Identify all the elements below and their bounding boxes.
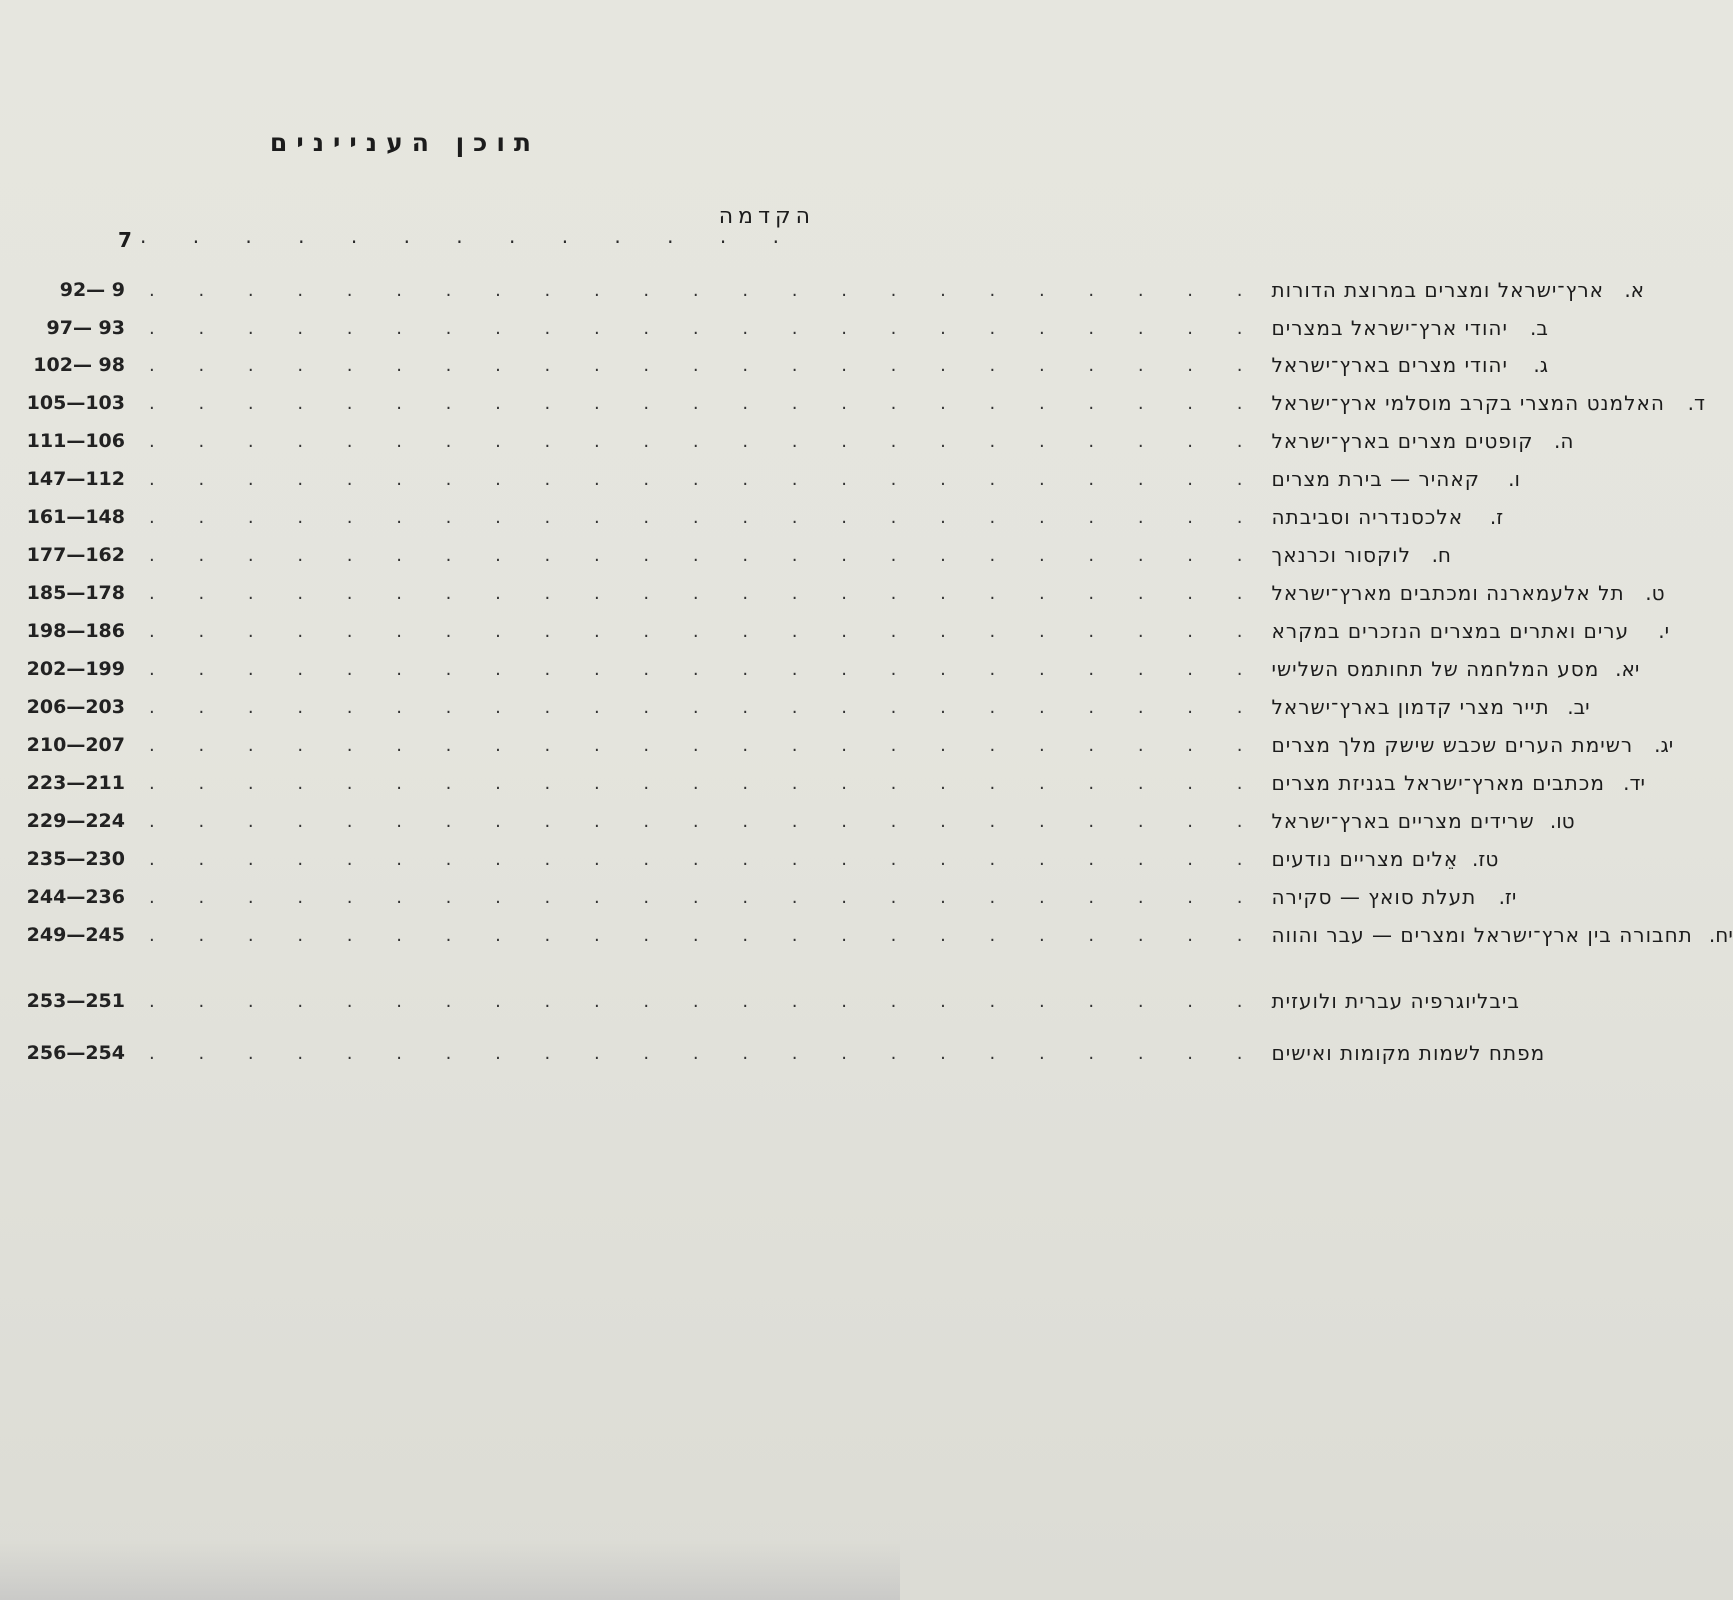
toc-title: לוקסור וכרנאך xyxy=(1271,543,1411,567)
toc-title: תל אלעמארנה ומכתבים מארץ־ישראל xyxy=(1271,581,1625,605)
toc-title: שרידים מצריים בארץ־ישראל xyxy=(1271,809,1535,833)
toc-row xyxy=(10,917,1733,953)
toc-title: יהודי מצרים בארץ־ישראל xyxy=(1271,353,1508,377)
toc-pages: 97— 93 xyxy=(46,317,125,339)
toc-leader-dots: . . . . . . . . . . . . . . . . . . . . . . . xyxy=(149,620,1262,642)
toc-row xyxy=(10,575,1665,611)
toc-row xyxy=(10,841,1499,877)
toc-title: ערים ואתרים במצרים הנזכרים במקרא xyxy=(1271,619,1630,643)
toc-pages: 105—103 xyxy=(26,392,125,414)
toc-pages: 223—211 xyxy=(26,772,125,794)
toc-leader-dots: . . . . . . . . . . . . . . . . . . . . . . . xyxy=(149,848,1262,870)
toc-row xyxy=(10,983,1520,1019)
toc-title: אֵלים מצריים נודעים xyxy=(1271,847,1459,871)
toc-row xyxy=(10,423,1574,459)
toc-pages: 185—178 xyxy=(26,582,125,604)
toc-leader-dots: . . . . . . . . . . . . . . . . . . . . . . . xyxy=(149,658,1262,680)
toc-letter: ו. xyxy=(1508,467,1520,491)
toc-leader-dots: . . . . . . . . . . . . . . . . . . . . . . . xyxy=(149,990,1262,1012)
toc-leader-dots: . . . . . . . . . . . . . . . . . . . . . . . xyxy=(149,810,1262,832)
toc-title: תחבורה בין ארץ־ישראל ומצרים — עבר והווה xyxy=(1271,923,1693,947)
toc-letter: י. xyxy=(1658,619,1670,643)
page-title: תוכן העניינים xyxy=(269,128,540,157)
toc-letter: ה. xyxy=(1553,429,1574,453)
toc-leader-dots: . . . . . . . . . . . . . . . . . . . . . . . xyxy=(149,392,1262,414)
toc-pages: 161—148 xyxy=(26,506,125,528)
toc-row xyxy=(10,499,1504,535)
toc-pages: 147—112 xyxy=(26,468,125,490)
toc-leader-dots: . . . . . . . . . . . . . . . . . . . . . . . xyxy=(149,468,1262,490)
toc-letter: ח. xyxy=(1431,543,1451,567)
intro-page-number: 7 xyxy=(118,228,132,252)
toc-pages: 198—186 xyxy=(26,620,125,642)
toc-row xyxy=(10,727,1674,763)
toc-title: קאהיר — בירת מצרים xyxy=(1271,467,1480,491)
toc-pages: 210—207 xyxy=(26,734,125,756)
toc-letter: ז. xyxy=(1489,505,1504,529)
toc-letter: טז. xyxy=(1472,847,1499,871)
toc-title: תעלת סואץ — סקירה xyxy=(1271,885,1477,909)
toc-row xyxy=(10,461,1520,497)
toc-row xyxy=(10,310,1548,346)
toc-title: יהודי ארץ־ישראל במצרים xyxy=(1271,316,1508,340)
intro-leader-dots: . . . . . . . . . . . . . xyxy=(140,224,799,248)
toc-letter: יב. xyxy=(1567,695,1590,719)
toc-row xyxy=(10,1035,1546,1071)
toc-leader-dots: . . . . . . . . . . . . . . . . . . . . . . . xyxy=(149,582,1262,604)
toc-row xyxy=(10,272,1645,308)
toc-pages: 253—251 xyxy=(26,990,125,1012)
toc-pages: 244—236 xyxy=(26,886,125,908)
toc-leader-dots: . . . . . . . . . . . . . . . . . . . . . . . xyxy=(149,544,1262,566)
toc-title: ארץ־ישראל ומצרים במרוצת הדורות xyxy=(1271,278,1605,302)
toc-leader-dots: . . . . . . . . . . . . . . . . . . . . . . . xyxy=(149,317,1262,339)
toc-letter: ב. xyxy=(1530,316,1548,340)
intro-label: הקדמה xyxy=(718,204,815,229)
toc-leader-dots: . . . . . . . . . . . . . . . . . . . . . . . xyxy=(149,772,1262,794)
toc-leader-dots: . . . . . . . . . . . . . . . . . . . . . . . xyxy=(149,924,1262,946)
toc-letter: א. xyxy=(1624,278,1645,302)
toc-pages: 111—106 xyxy=(26,430,125,452)
toc-pages: 256—254 xyxy=(26,1042,125,1064)
toc-title: תייר מצרי קדמון בארץ־ישראל xyxy=(1271,695,1550,719)
toc-pages: 92— 9 xyxy=(59,279,125,301)
toc-letter: טו. xyxy=(1549,809,1575,833)
toc-title: ביבליוגרפיה עברית ולועזית xyxy=(1271,989,1520,1013)
toc-title: מסע המלחמה של תחותמס השלישי xyxy=(1271,657,1600,681)
toc-leader-dots: . . . . . . . . . . . . . . . . . . . . . . . xyxy=(149,696,1262,718)
toc-leader-dots: . . . . . . . . . . . . . . . . . . . . . . . xyxy=(149,279,1262,301)
toc-row xyxy=(10,765,1645,801)
toc-letter: יח. xyxy=(1708,923,1733,947)
toc-title: אלכסנדריה וסביבתה xyxy=(1271,505,1464,529)
toc-leader-dots: . . . . . . . . . . . . . . . . . . . . . . . xyxy=(149,1042,1262,1064)
toc-row xyxy=(10,689,1590,725)
toc-letter: יא. xyxy=(1615,657,1640,681)
toc-row xyxy=(10,803,1575,839)
toc-pages: 202—199 xyxy=(26,658,125,680)
toc-row xyxy=(10,651,1640,687)
toc-letter: יד. xyxy=(1623,771,1645,795)
toc-row xyxy=(10,537,1451,573)
toc-title: מכתבים מארץ־ישראל בגניזת מצרים xyxy=(1271,771,1605,795)
toc-letter: ט. xyxy=(1645,581,1665,605)
toc-pages: 249—245 xyxy=(26,924,125,946)
toc-title: רשימת הערים שכבש שישק מלך מצרים xyxy=(1271,733,1634,757)
toc-pages: 177—162 xyxy=(26,544,125,566)
toc-pages: 229—224 xyxy=(26,810,125,832)
toc-row xyxy=(10,613,1670,649)
toc-leader-dots: . . . . . . . . . . . . . . . . . . . . . . . xyxy=(149,430,1262,452)
toc-letter: ד. xyxy=(1687,391,1705,415)
toc-title: מפתח לשמות מקומות ואישים xyxy=(1271,1041,1546,1065)
toc-row xyxy=(10,347,1548,383)
toc-row xyxy=(10,879,1517,915)
toc-leader-dots: . . . . . . . . . . . . . . . . . . . . . . . xyxy=(149,886,1262,908)
toc-leader-dots: . . . . . . . . . . . . . . . . . . . . . . . xyxy=(149,506,1262,528)
toc-letter: יג. xyxy=(1654,733,1674,757)
toc-row xyxy=(10,385,1705,421)
toc-pages: 235—230 xyxy=(26,848,125,870)
toc-title: קופטים מצרים בארץ־ישראל xyxy=(1271,429,1534,453)
toc-title: האלמנט המצרי בקרב מוסלמי ארץ־ישראל xyxy=(1271,391,1665,415)
toc-leader-dots: . . . . . . . . . . . . . . . . . . . . . . . xyxy=(149,734,1262,756)
toc-pages: 206—203 xyxy=(26,696,125,718)
toc-leader-dots: . . . . . . . . . . . . . . . . . . . . . . . xyxy=(149,354,1262,376)
toc-letter: ג. xyxy=(1533,353,1548,377)
toc-letter: יז. xyxy=(1498,885,1517,909)
toc-pages: 102— 98 xyxy=(33,354,125,376)
